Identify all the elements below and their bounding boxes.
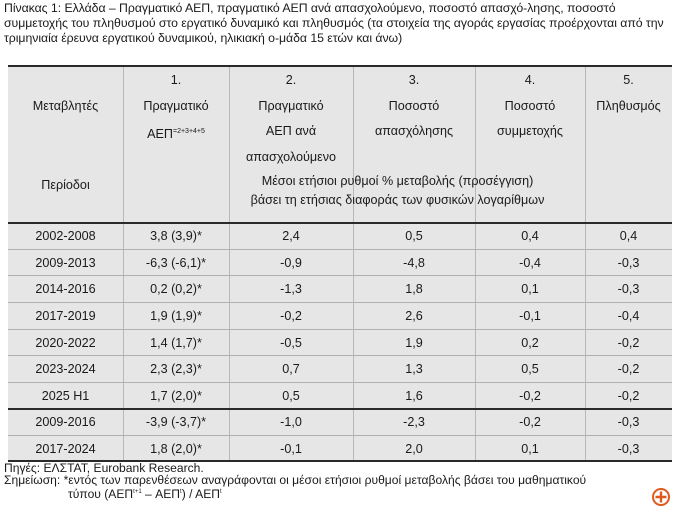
col2-title-line2: ΑΕΠ ανά <box>265 124 317 138</box>
population-cell: -0,2 <box>617 389 640 403</box>
period-cell: 2009-2013 <box>35 256 96 270</box>
col3-number: 3. <box>408 73 420 87</box>
logo-plus <box>656 492 667 503</box>
gdp-per-employed-cell: -1,3 <box>280 282 302 296</box>
gdp-per-employed-cell: -0,1 <box>280 442 302 456</box>
col5-title-line1: Πληθυσμός <box>596 99 661 113</box>
population-cell: -0,3 <box>617 256 640 270</box>
col3-title-line1: Ποσοστό <box>388 99 440 113</box>
unit-description-line1: Μέσοι ετήσιοι ρυθμοί % μεταβολής (προσέγγιση) <box>261 174 534 188</box>
real-gdp-cell: 1,9 (1,9)* <box>150 309 202 323</box>
real-gdp-cell: 2,3 (2,3)* <box>150 362 202 376</box>
population-cell: -0,2 <box>617 336 640 350</box>
participation-rate-cell: -0,2 <box>519 415 541 429</box>
header-periods-label: Περίοδοι <box>41 178 90 192</box>
unit-description-line2: βάσει τη ετήσιας διαφοράς των φυσικών λογαρίθμων <box>250 193 545 207</box>
table-top-rule <box>8 65 672 67</box>
population-cell: -0,3 <box>617 415 640 429</box>
employment-rate-cell: 0,5 <box>405 229 423 243</box>
employment-rate-cell: 1,3 <box>405 362 423 376</box>
population-cell: -0,2 <box>617 362 640 376</box>
real-gdp-cell: 3,8 (3,9)* <box>150 229 202 243</box>
real-gdp-cell: 0,2 (0,2)* <box>150 282 202 296</box>
col4-title-line1: Ποσοστό <box>504 99 556 113</box>
participation-rate-cell: -0,4 <box>519 256 541 270</box>
plus-in-circle-icon <box>651 487 671 507</box>
gdp-per-employed-cell: -0,9 <box>280 256 302 270</box>
col1-title-line2: $AE\Pi^{=2+3+4+5}$ <box>147 127 205 141</box>
population-cell: 0,4 <box>619 229 638 243</box>
period-cell: 2014-2016 <box>35 282 96 296</box>
period-cell: 2017-2019 <box>35 309 96 323</box>
period-cell: 2023-2024 <box>35 362 96 376</box>
col4-number: 4. <box>524 73 536 87</box>
col2-title-line1: Πραγματικό <box>258 99 324 113</box>
col4-title-line2: συμμετοχής <box>497 124 563 138</box>
employment-rate-cell: -2,3 <box>403 415 425 429</box>
participation-rate-cell: 0,5 <box>521 362 539 376</box>
gdp-per-employed-cell: -0,5 <box>280 336 302 350</box>
participation-rate-cell: 0,4 <box>521 229 539 243</box>
table-footer <box>4 462 672 501</box>
col3-title-line2: απασχόλησης <box>374 124 454 138</box>
period-cell: 2017-2024 <box>35 442 96 456</box>
population-cell: -0,3 <box>617 442 640 456</box>
population-cell: -0,4 <box>617 309 640 323</box>
gdp-per-employed-cell: -1,0 <box>280 415 302 429</box>
header-variables-label: Μεταβλητές <box>32 99 99 113</box>
employment-rate-cell: 2,0 <box>405 442 423 456</box>
col2-title-line3: απασχολούμενο <box>245 150 337 164</box>
participation-rate-cell: -0,2 <box>519 389 541 403</box>
col1-number: 1. <box>170 73 182 87</box>
table-caption: Πίνακας 1: Ελλάδα – Πραγματικό ΑΕΠ, πραγματικό ΑΕΠ ανά απασχολούμενο, ποσοστό απασχό-λησης, ποσοστό συμμετοχής του πληθυσμού στο εργατικό δυναμικό και πληθυσμός (τα στοιχεία της αγοράς εργασίας προέρχονται από την τριμηνιαία έρευνα εργατικού δυναμικού, ηλικιακή ο-μάδα 15 ετών και άνω) <box>4 1 664 46</box>
real-gdp-cell: 1,7 (2,0)* <box>150 389 202 403</box>
participation-rate-cell: 0,2 <box>521 336 539 350</box>
period-cell: 2025 H1 <box>41 389 90 403</box>
real-gdp-cell: -6,3 (-6,1)* <box>145 256 207 270</box>
employment-rate-cell: 1,6 <box>405 389 423 403</box>
employment-rate-cell: -4,8 <box>403 256 425 270</box>
gdp-per-employed-cell: 2,4 <box>282 229 300 243</box>
gdp-per-employed-cell: -0,2 <box>280 309 302 323</box>
gdp-per-employed-cell: 0,7 <box>282 362 300 376</box>
real-gdp-cell: -3,9 (-3,7)* <box>145 415 207 429</box>
formula-note-line2: τύπου $(AE\Pi^{t+1} - AE\Pi^t) / AE\Pi^t$ <box>68 487 222 502</box>
col5-number: 5. <box>623 73 634 87</box>
col2-number: 2. <box>285 73 297 87</box>
employment-rate-cell: 1,9 <box>405 336 423 350</box>
period-cell: 2009-2016 <box>35 415 96 429</box>
col1-title-line1: Πραγματικό <box>143 99 209 113</box>
period-cell: 2020-2022 <box>35 336 96 350</box>
participation-rate-cell: -0,1 <box>519 309 541 323</box>
formula-note-line1: Σημείωση: *εντός των παρενθέσεων αναγράφονται οι μέσοι ετήσιοι ρυθμοί μεταβολής βάσει του μαθηματικού <box>4 473 587 488</box>
real-gdp-cell: 1,8 (2,0)* <box>150 442 202 456</box>
real-gdp-cell: 1,4 (1,7)* <box>150 336 202 350</box>
sources-note: Πηγές: ΕΛΣΤΑΤ, Eurobank Research. <box>4 461 204 475</box>
period-cell: 2002-2008 <box>35 229 96 243</box>
data-table <box>8 65 672 462</box>
employment-rate-cell: 1,8 <box>405 282 423 296</box>
participation-rate-cell: 0,1 <box>521 442 539 456</box>
employment-rate-cell: 2,6 <box>405 309 423 323</box>
gdp-per-employed-cell: 0,5 <box>282 389 300 403</box>
participation-rate-cell: 0,1 <box>521 282 539 296</box>
population-cell: -0,3 <box>617 282 640 296</box>
